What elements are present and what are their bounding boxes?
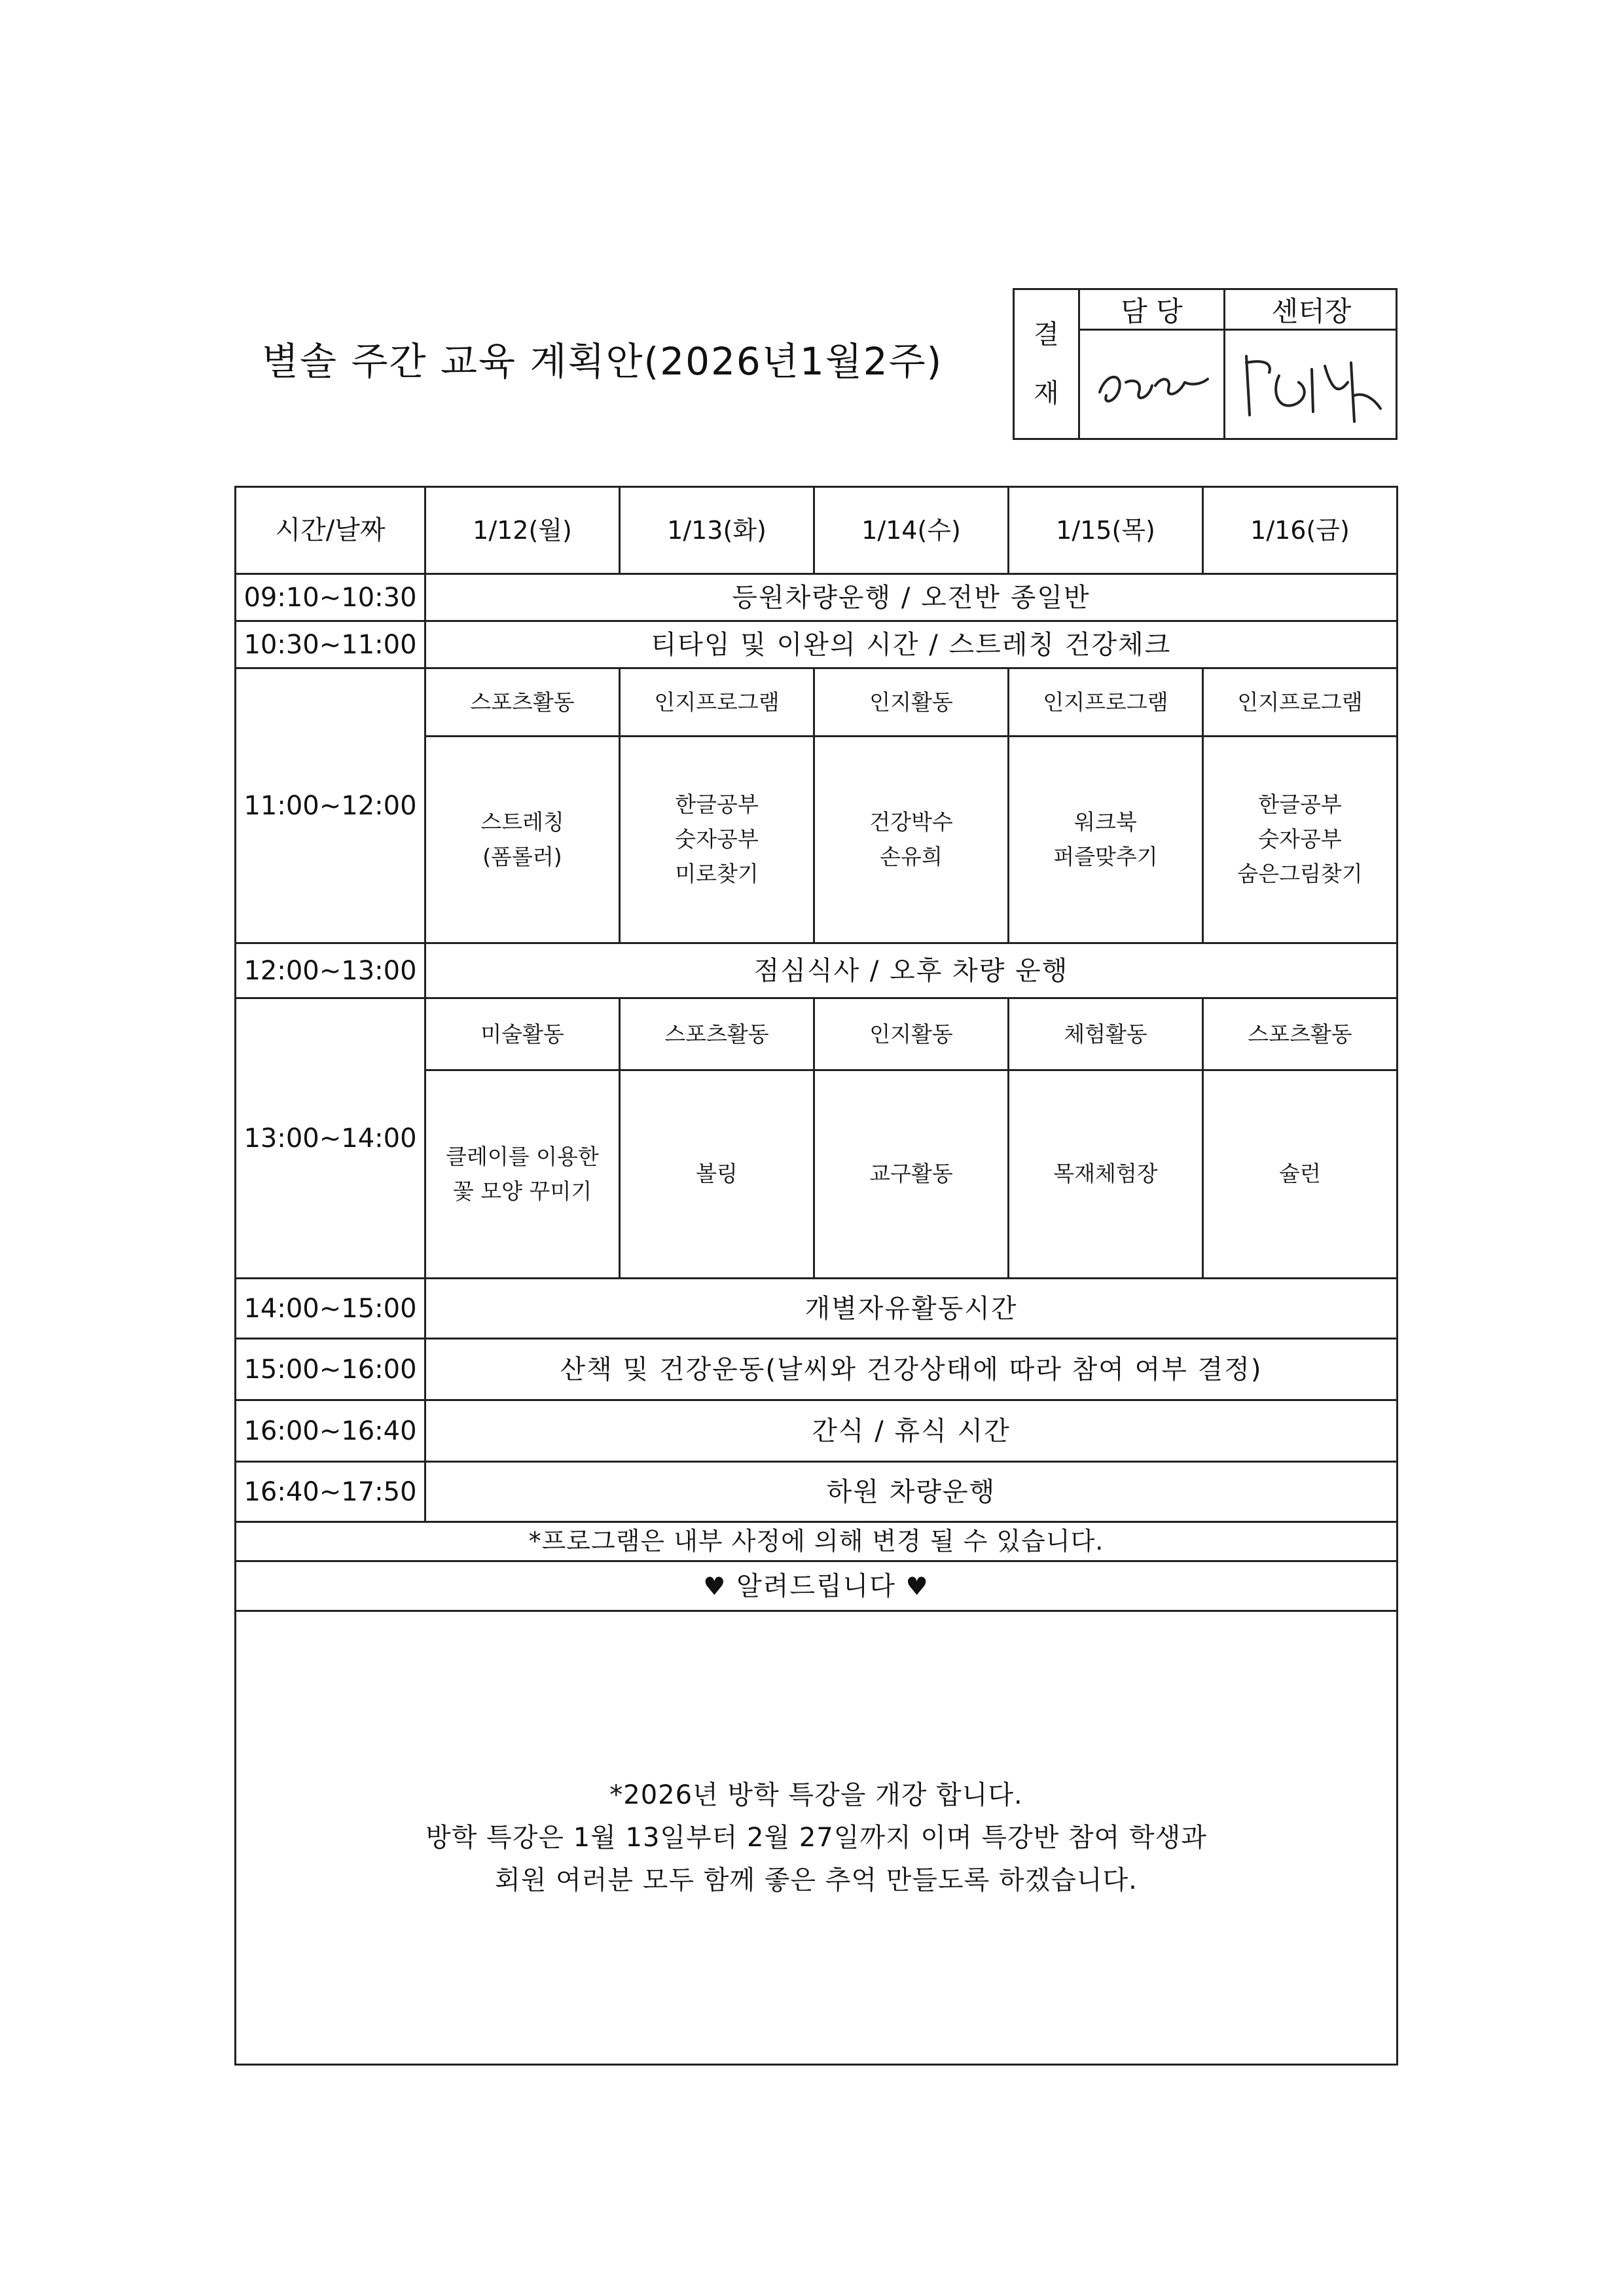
heart-icon: ♥ bbox=[703, 1571, 727, 1601]
program-line: (폼롤러) bbox=[482, 843, 562, 869]
program-line: 교구활동 bbox=[869, 1161, 953, 1187]
category-cell: 미술활동 bbox=[425, 998, 620, 1070]
notice-line: 방학 특강은 1월 13일부터 2월 27일까지 이며 특강반 참여 학생과 bbox=[425, 1822, 1207, 1853]
table-row bbox=[236, 1339, 1398, 1400]
time-cell: 11:00~12:00 bbox=[236, 668, 425, 943]
table-row bbox=[236, 943, 1398, 998]
notice-line: 회원 여러분 모두 함께 좋은 추억 만들도록 하겠습니다. bbox=[495, 1865, 1138, 1895]
schedule-table bbox=[234, 486, 1398, 2066]
category-cell: 인지프로그램 bbox=[1203, 668, 1398, 737]
director-signature bbox=[1225, 331, 1398, 440]
director-signature-icon bbox=[1233, 337, 1390, 435]
day-header: 1/12(월) bbox=[425, 487, 620, 574]
approval-box bbox=[1013, 288, 1398, 440]
activity-cell: 티타임 및 이완의 시간 / 스트레칭 건강체크 bbox=[425, 621, 1398, 668]
program-line: 한글공부 bbox=[675, 792, 759, 818]
approval-label-top: 결 bbox=[1034, 319, 1059, 350]
program-line: 퍼즐맞추기 bbox=[1053, 843, 1158, 869]
category-cell: 스포츠활동 bbox=[425, 668, 620, 737]
program-line: 꽃 모양 꾸미기 bbox=[452, 1178, 592, 1204]
category-cell: 인지프로그램 bbox=[1009, 668, 1203, 737]
program-cell bbox=[1203, 737, 1398, 943]
program-cell bbox=[1009, 737, 1203, 943]
day-header: 1/15(목) bbox=[1009, 487, 1203, 574]
time-cell: 16:40~17:50 bbox=[236, 1462, 425, 1522]
heart-icon: ♥ bbox=[905, 1571, 929, 1601]
activity-cell: 산책 및 건강운동(날씨와 건강상태에 따라 참여 여부 결정) bbox=[425, 1339, 1398, 1400]
program-cell bbox=[425, 1070, 620, 1279]
program-cell bbox=[620, 737, 814, 943]
category-cell: 인지활동 bbox=[814, 998, 1009, 1070]
program-line: 볼링 bbox=[696, 1161, 738, 1187]
approval-col-manager: 담 당 bbox=[1080, 290, 1225, 331]
day-header: 1/16(금) bbox=[1203, 487, 1398, 574]
program-line: 워크북 bbox=[1074, 809, 1137, 835]
category-cell: 인지프로그램 bbox=[620, 668, 814, 737]
program-line: 스트레칭 bbox=[480, 809, 564, 835]
program-line: 목재체험장 bbox=[1053, 1161, 1158, 1187]
program-line: 클레이를 이용한 bbox=[446, 1143, 599, 1169]
corner-header: 시간/날짜 bbox=[236, 487, 425, 574]
approval-label-bottom: 재 bbox=[1034, 378, 1059, 409]
table-row bbox=[236, 1462, 1398, 1522]
table-row bbox=[236, 668, 1398, 737]
category-cell: 체험활동 bbox=[1009, 998, 1203, 1070]
program-cell bbox=[1203, 1070, 1398, 1279]
table-row bbox=[236, 621, 1398, 668]
notice-row bbox=[236, 1611, 1398, 2065]
time-cell: 15:00~16:00 bbox=[236, 1339, 425, 1400]
manager-signature bbox=[1080, 331, 1225, 440]
time-cell: 13:00~14:00 bbox=[236, 998, 425, 1279]
activity-cell: 등원차량운행 / 오전반 종일반 bbox=[425, 574, 1398, 621]
program-cell bbox=[1009, 1070, 1203, 1279]
activity-cell: 하원 차량운행 bbox=[425, 1462, 1398, 1522]
header-row bbox=[236, 487, 1398, 574]
table-row bbox=[236, 1400, 1398, 1462]
program-line: 미로찾기 bbox=[675, 860, 759, 886]
table-row bbox=[236, 998, 1398, 1070]
program-cell bbox=[425, 737, 620, 943]
day-header: 1/14(수) bbox=[814, 487, 1009, 574]
program-cell bbox=[814, 737, 1009, 943]
notice-title-cell bbox=[236, 1561, 1398, 1611]
notice-line: *2026년 방학 특강을 개강 합니다. bbox=[609, 1779, 1023, 1810]
program-line: 슐런 bbox=[1279, 1161, 1321, 1187]
program-line: 한글공부 bbox=[1258, 792, 1342, 818]
notice-body bbox=[236, 1611, 1398, 2065]
time-cell: 10:30~11:00 bbox=[236, 621, 425, 668]
notice-title-row bbox=[236, 1561, 1398, 1611]
activity-cell: 간식 / 휴식 시간 bbox=[425, 1400, 1398, 1462]
time-cell: 12:00~13:00 bbox=[236, 943, 425, 998]
manager-signature-icon bbox=[1087, 346, 1218, 425]
category-cell: 인지활동 bbox=[814, 668, 1009, 737]
program-cell bbox=[620, 1070, 814, 1279]
activity-cell: 점심식사 / 오후 차량 운행 bbox=[425, 943, 1398, 998]
table-row bbox=[236, 1279, 1398, 1339]
time-cell: 09:10~10:30 bbox=[236, 574, 425, 621]
approval-col-director: 센터장 bbox=[1225, 290, 1398, 331]
time-cell: 14:00~15:00 bbox=[236, 1279, 425, 1339]
day-header: 1/13(화) bbox=[620, 487, 814, 574]
change-note: *프로그램은 내부 사정에 의해 변경 될 수 있습니다. bbox=[236, 1522, 1398, 1561]
category-cell: 스포츠활동 bbox=[620, 998, 814, 1070]
page-title: 별솔 주간 교육 계획안(2026년1월2주) bbox=[262, 339, 943, 384]
activity-cell: 개별자유활동시간 bbox=[425, 1279, 1398, 1339]
program-line: 숨은그림찾기 bbox=[1237, 860, 1363, 886]
approval-label bbox=[1015, 290, 1080, 438]
time-cell: 16:00~16:40 bbox=[236, 1400, 425, 1462]
table-row bbox=[236, 574, 1398, 621]
program-line: 숫자공부 bbox=[675, 826, 759, 852]
program-line: 건강박수 bbox=[869, 809, 953, 835]
note-row bbox=[236, 1522, 1398, 1561]
notice-title: 알려드립니다 bbox=[736, 1571, 896, 1601]
program-cell bbox=[814, 1070, 1009, 1279]
program-line: 손유희 bbox=[880, 843, 943, 869]
program-line: 숫자공부 bbox=[1258, 826, 1342, 852]
category-cell: 스포츠활동 bbox=[1203, 998, 1398, 1070]
